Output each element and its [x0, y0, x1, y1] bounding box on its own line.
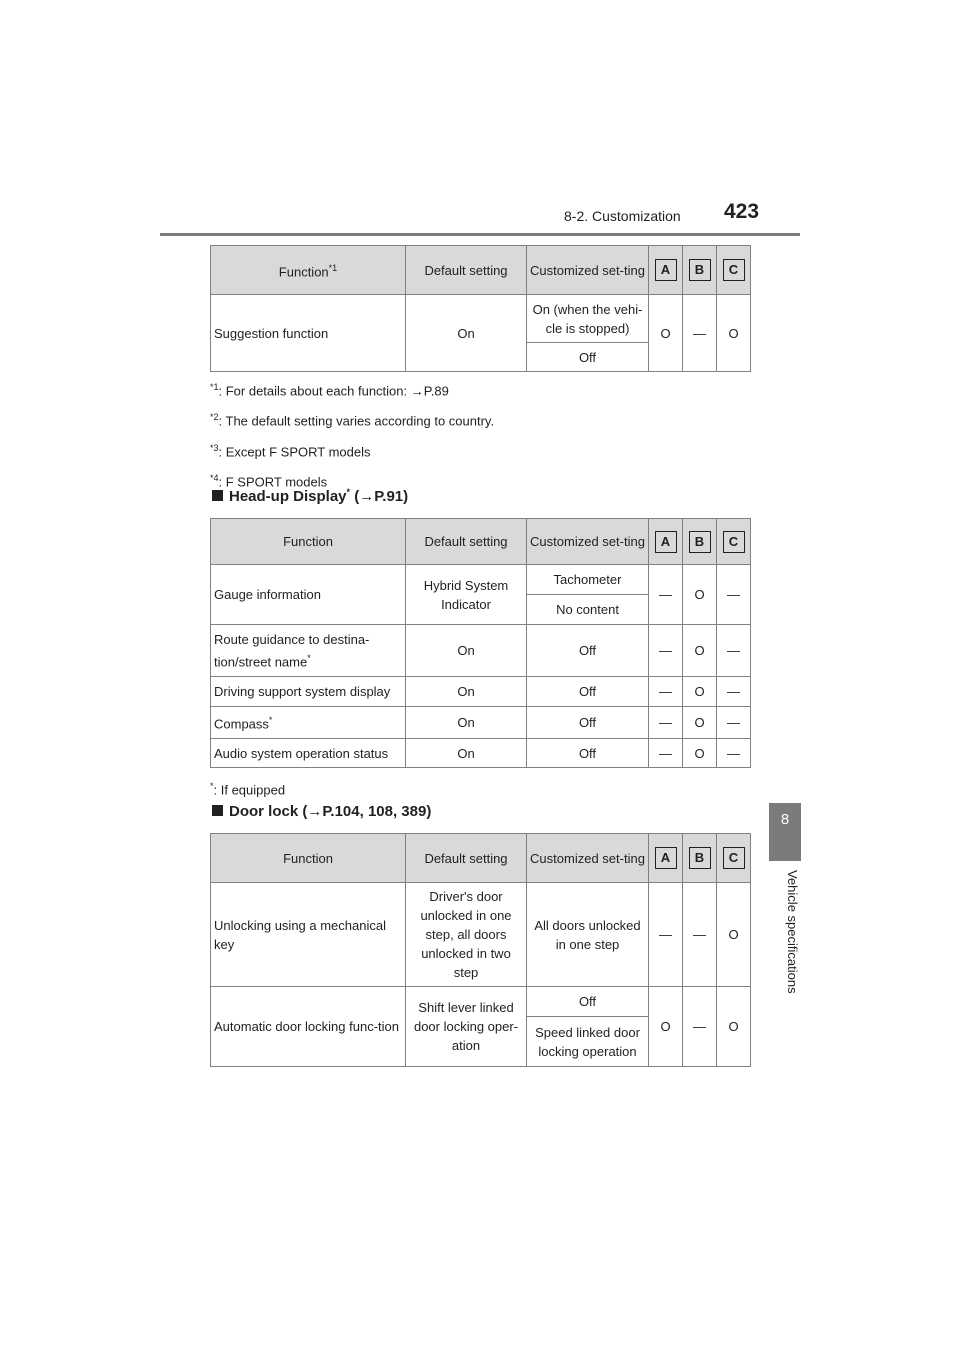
cell-c: — — [717, 625, 751, 677]
cell-default: Shift lever linked door locking oper-ation — [406, 987, 527, 1067]
chapter-number: 8 — [780, 811, 790, 828]
col-function: Function$^{*1}$ — [211, 246, 406, 295]
cell-a: — — [649, 739, 683, 768]
cell-b: O — [683, 565, 717, 625]
page-number: 423 — [724, 200, 760, 223]
cell-option: All doors unlocked in one step — [527, 883, 649, 987]
col-c: C — [723, 847, 745, 869]
table-row — [211, 883, 751, 987]
col-b: B — [689, 259, 711, 281]
cell-option: On (when the vehi-cle is stopped) — [527, 295, 649, 343]
cell-c: O — [717, 987, 751, 1067]
cell-option: Off — [527, 739, 649, 768]
table-row — [211, 295, 751, 343]
cell-function: Compass* — [211, 707, 406, 739]
col-a: A — [655, 259, 677, 281]
cell-b: — — [683, 883, 717, 987]
col-custom: Customized set-ting — [527, 246, 649, 295]
col-a: A — [655, 531, 677, 553]
cell-option: Off — [527, 677, 649, 707]
cell-option: No content — [527, 595, 649, 625]
col-a: A — [655, 847, 677, 869]
cell-option: Off — [527, 343, 649, 372]
table-header-row — [211, 519, 751, 565]
footnote: $^{*3}$: Except F SPORT models — [210, 442, 371, 459]
table-row — [211, 625, 751, 677]
col-default: Default setting — [406, 246, 527, 295]
chapter-label: Vehicle specifications — [785, 870, 800, 994]
col-default: Default setting — [406, 834, 527, 883]
cell-a: O — [649, 987, 683, 1067]
table-row — [211, 677, 751, 707]
footnote: $^{*1}$: For details about each function: →P.89 — [210, 382, 449, 399]
col-c: C — [723, 531, 745, 553]
col-custom: Customized set-ting — [527, 519, 649, 565]
cell-option: Speed linked door locking operation — [527, 1017, 649, 1067]
bullet-square-icon — [212, 805, 223, 816]
footnote: $^{*4}$: F SPORT models — [210, 472, 328, 490]
cell-default: Driver's door unlocked in one step, all doors unlocked in two step — [406, 883, 527, 987]
cell-option: Tachometer — [527, 565, 649, 595]
cell-c: — — [717, 739, 751, 768]
cell-function: Route guidance to destina-tion/street name* — [211, 625, 406, 677]
col-c: C — [723, 259, 745, 281]
section-heading-door-lock: Door lock (→P.104, 108, 389) — [212, 803, 431, 820]
cell-default: On — [406, 677, 527, 707]
col-default: Default setting — [406, 519, 527, 565]
cell-b: — — [683, 987, 717, 1067]
col-b: B — [689, 847, 711, 869]
table-header-row — [211, 834, 751, 883]
cell-b: O — [683, 625, 717, 677]
col-b: B — [689, 531, 711, 553]
cell-c: — — [717, 565, 751, 625]
cell-function: Unlocking using a mechanical key — [211, 883, 406, 987]
cell-default: On — [406, 739, 527, 768]
suggestion-table — [210, 245, 751, 372]
hud-table — [210, 518, 751, 768]
cell-function: Automatic door locking func-tion — [211, 987, 406, 1067]
footnotes — [210, 374, 494, 495]
table-row — [211, 739, 751, 768]
door-lock-table — [210, 833, 751, 1067]
cell-option: Off — [527, 707, 649, 739]
table-header-row — [211, 246, 751, 295]
cell-default: On — [406, 707, 527, 739]
footnote: *: If equipped — [210, 781, 286, 798]
cell-option: Off — [527, 625, 649, 677]
cell-b: — — [683, 295, 717, 372]
cell-function: Driving support system display — [211, 677, 406, 707]
table-row — [211, 987, 751, 1017]
cell-default: On — [406, 625, 527, 677]
table-row — [211, 707, 751, 739]
cell-a: — — [649, 677, 683, 707]
section-heading-hud: Head-up Display* (→P.91) — [212, 487, 408, 505]
header-rule — [160, 233, 800, 236]
cell-option: Off — [527, 987, 649, 1017]
bullet-square-icon — [212, 490, 223, 501]
cell-function: Suggestion function — [211, 295, 406, 372]
cell-c: O — [717, 295, 751, 372]
cell-b: O — [683, 677, 717, 707]
chapter-tab — [769, 803, 801, 861]
cell-a: — — [649, 565, 683, 625]
col-function: Function — [211, 834, 406, 883]
cell-a: — — [649, 883, 683, 987]
footnote: $^{*2}$: The default setting varies according to country. — [210, 412, 495, 429]
cell-b: O — [683, 707, 717, 739]
cell-b: O — [683, 739, 717, 768]
col-custom: Customized set-ting — [527, 834, 649, 883]
section-title: 8-2. Customization — [564, 208, 681, 224]
cell-a: — — [649, 707, 683, 739]
cell-function: Gauge information — [211, 565, 406, 625]
col-function: Function — [211, 519, 406, 565]
cell-c: O — [717, 883, 751, 987]
cell-default: On — [406, 295, 527, 372]
cell-c: — — [717, 707, 751, 739]
cell-c: — — [717, 677, 751, 707]
cell-function: Audio system operation status — [211, 739, 406, 768]
cell-default: Hybrid System Indicator — [406, 565, 527, 625]
table-row — [211, 565, 751, 595]
cell-a: — — [649, 625, 683, 677]
cell-a: O — [649, 295, 683, 372]
